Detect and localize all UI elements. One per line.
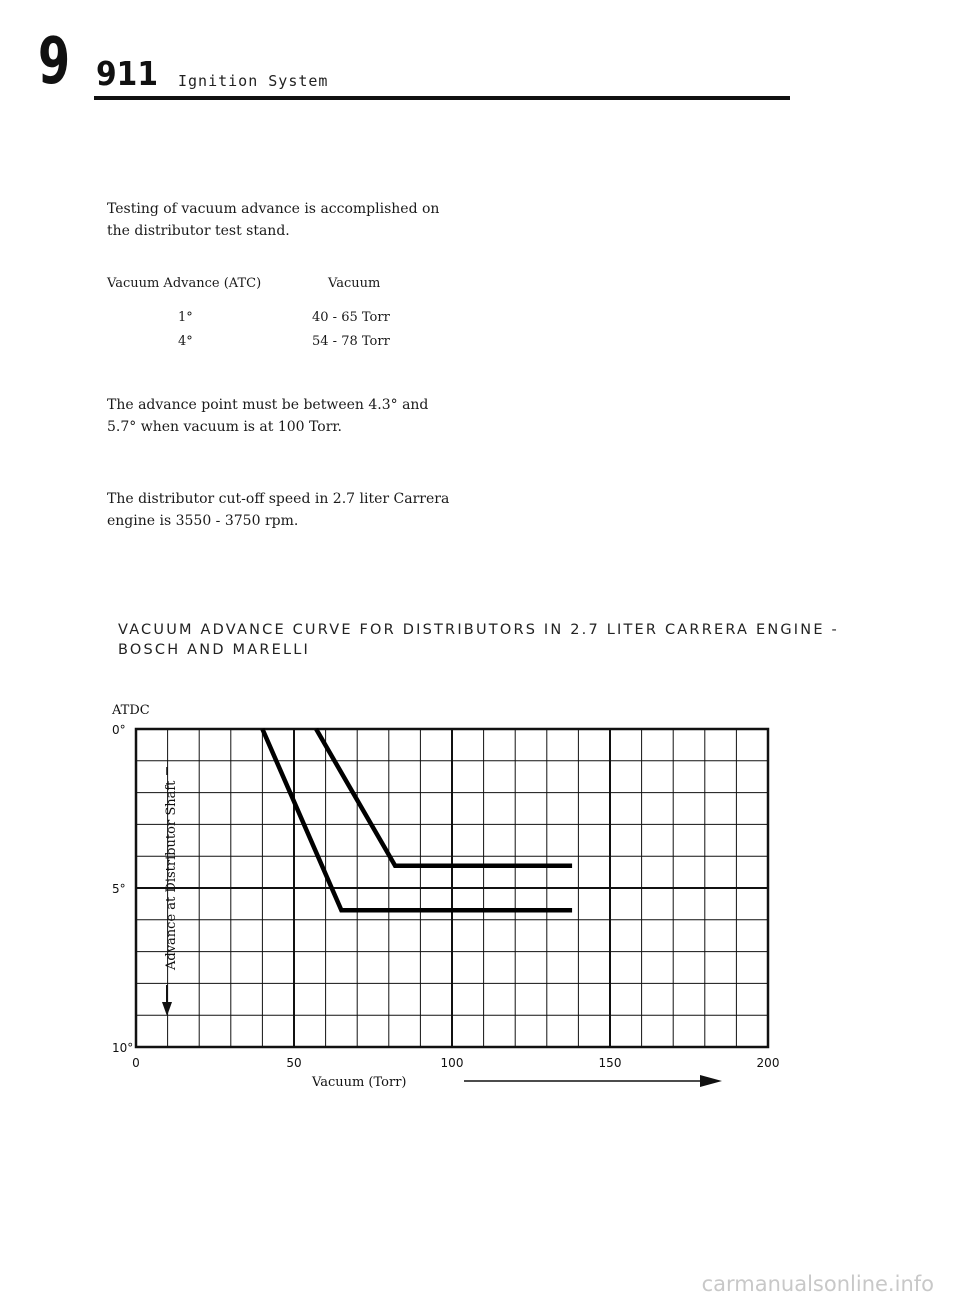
x-label-arrow-head bbox=[700, 1075, 722, 1087]
cutoff-line-2: engine is 3550 - 3750 rpm. bbox=[107, 513, 299, 529]
watermark: carmanualsonline.info bbox=[701, 1272, 934, 1296]
x-tick-label: 100 bbox=[440, 1056, 464, 1070]
cutoff-line-1: The distributor cut-off speed in 2.7 liter Carrera bbox=[107, 491, 450, 507]
chart-title-line-2: BOSCH AND MARELLI bbox=[118, 642, 310, 658]
y-label-arrow-head bbox=[162, 1002, 172, 1016]
spec-row-1-advance: 1° bbox=[178, 310, 193, 325]
spec-col1-header: Vacuum Advance (ATC) bbox=[107, 276, 262, 291]
series-line-lower bbox=[262, 729, 572, 910]
spec-row-2-advance: 4° bbox=[178, 334, 193, 349]
spec-row-2-vacuum: 54 - 78 Torr bbox=[312, 334, 390, 349]
spec-col2-header: Vacuum bbox=[328, 276, 381, 291]
advance-point-line-1: The advance point must be between 4.3° and bbox=[107, 397, 429, 413]
y-unit-label: ATDC bbox=[112, 703, 150, 718]
section-number: 9 bbox=[38, 25, 69, 99]
x-axis-label: Vacuum (Torr) bbox=[312, 1075, 407, 1090]
x-tick-label: 50 bbox=[286, 1056, 302, 1070]
section-title: Ignition System bbox=[178, 72, 329, 90]
x-tick-label: 150 bbox=[598, 1056, 622, 1070]
intro-line-1: Testing of vacuum advance is accomplished on bbox=[107, 201, 440, 217]
y-axis-label: Advance at Distributor Shaft bbox=[164, 780, 179, 970]
model-label: 911 bbox=[96, 54, 159, 93]
x-tick-label: 0 bbox=[132, 1056, 140, 1070]
intro-line-2: the distributor test stand. bbox=[107, 223, 290, 239]
y-tick-label: 0° bbox=[112, 723, 126, 737]
series-line-upper bbox=[316, 729, 572, 866]
y-tick-label: 5° bbox=[112, 882, 126, 896]
spec-row-1-vacuum: 40 - 65 Torr bbox=[312, 310, 390, 325]
x-tick-label: 200 bbox=[756, 1056, 780, 1070]
y-tick-label: 10° bbox=[112, 1041, 134, 1055]
chart-title-line-1: VACUUM ADVANCE CURVE FOR DISTRIBUTORS IN 2.7 LITER CARRERA ENGINE - bbox=[118, 622, 839, 638]
advance-point-line-2: 5.7° when vacuum is at 100 Torr. bbox=[107, 419, 343, 435]
